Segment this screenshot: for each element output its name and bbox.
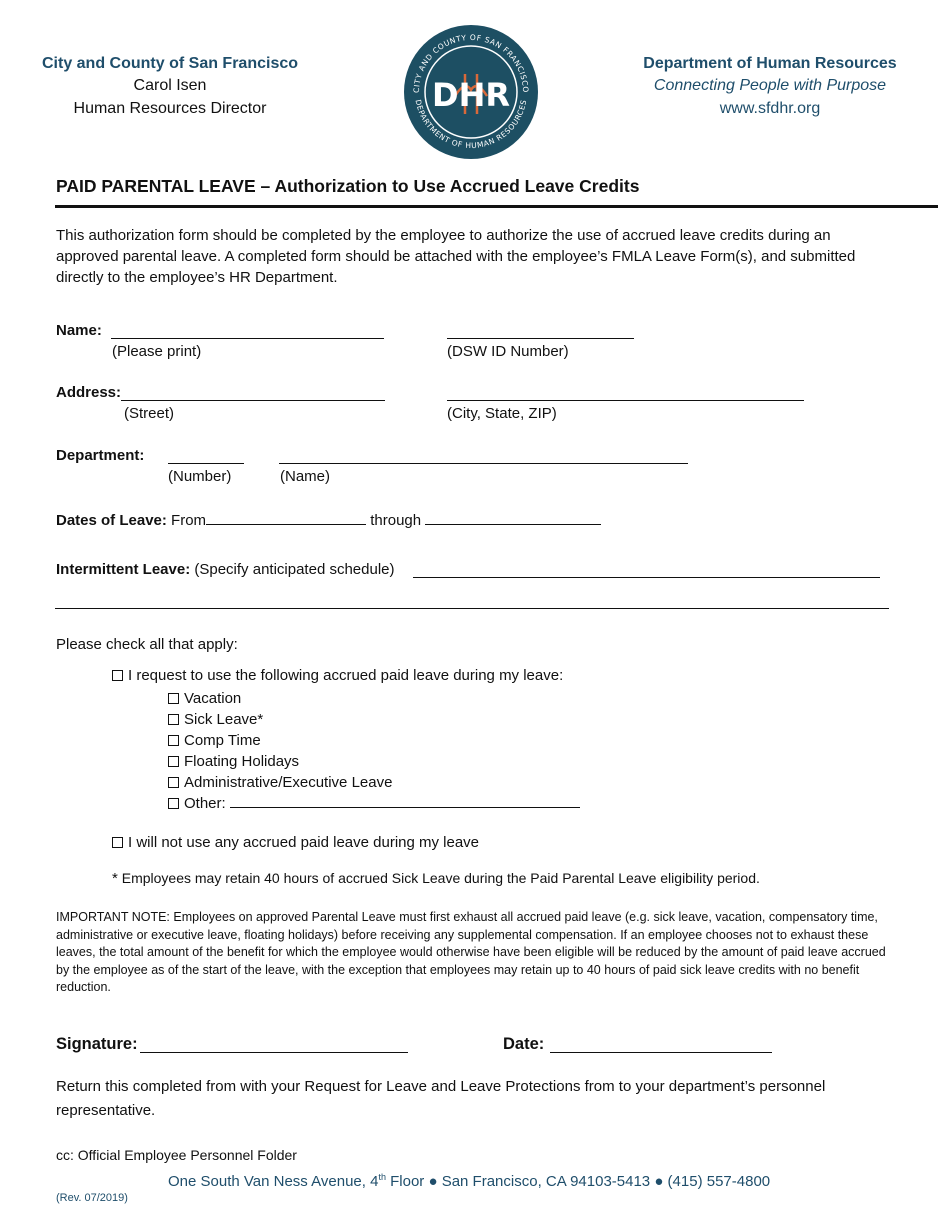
cc-line: cc: Official Employee Personnel Folder — [56, 1147, 297, 1163]
sick-leave-footnote — [112, 870, 760, 887]
name-field[interactable] — [111, 338, 384, 339]
dsw-id-field[interactable] — [447, 338, 634, 339]
intermittent-schedule-field[interactable] — [413, 577, 880, 578]
sick-leave-label: Sick Leave* — [184, 711, 264, 728]
signature-field[interactable] — [140, 1052, 408, 1053]
return-instructions: Return this completed from with your Request for Leave and Leave Protections from to your department’s personnel representative. — [56, 1078, 826, 1119]
other-label: Other: — [184, 795, 226, 812]
city-state-zip-field[interactable] — [447, 400, 804, 401]
floating-holidays-checkbox[interactable] — [168, 756, 179, 767]
intermittent-label: Intermittent Leave: — [56, 561, 191, 578]
leave-option-other[interactable] — [168, 793, 580, 814]
name-hint: (Please print) — [112, 343, 202, 360]
seal-ring-bottom: DEPARTMENT OF HUMAN RESOURCES — [413, 98, 529, 151]
leave-option-vacation[interactable] — [168, 688, 580, 709]
leave-option-floating[interactable] — [168, 751, 580, 772]
dhr-seal-logo — [403, 24, 539, 160]
form-title: PAID PARENTAL LEAVE – Authorization to Use Accrued Leave Credits — [56, 176, 640, 196]
dates-of-leave-row — [56, 510, 601, 529]
header-director-name: Carol Isen — [133, 77, 207, 94]
no-leave-checkbox[interactable] — [112, 837, 123, 848]
vacation-checkbox[interactable] — [168, 693, 179, 704]
no-leave-option[interactable] — [112, 834, 479, 851]
through-label: through — [370, 512, 422, 529]
leave-option-admin[interactable] — [168, 772, 580, 793]
admin-leave-label: Administrative/Executive Leave — [184, 774, 393, 791]
request-leave-checkbox[interactable] — [112, 670, 123, 681]
intermittent-row — [56, 561, 395, 578]
footnote-mark: * — [112, 870, 118, 887]
footer-address-pre: One South Van Ness Avenue, 4 — [168, 1173, 379, 1190]
dept-number-hint: (Number) — [168, 468, 232, 485]
through-date-field[interactable] — [425, 510, 601, 525]
name-label: Name: — [56, 322, 102, 339]
signature-date-field[interactable] — [550, 1052, 772, 1053]
dept-number-field[interactable] — [168, 463, 244, 464]
header-website[interactable]: www.sfdhr.org — [719, 100, 821, 117]
comp-time-checkbox[interactable] — [168, 735, 179, 746]
date-label: Date: — [503, 1035, 545, 1053]
from-label: From — [171, 512, 207, 529]
header-director-role: Human Resources Director — [73, 100, 267, 117]
seal-ring-top: CITY AND COUNTY OF SAN FRANCISCO — [411, 32, 531, 94]
intermittent-hint: (Specify anticipated schedule) — [194, 561, 395, 578]
leave-type-list — [168, 688, 580, 814]
floating-holidays-label: Floating Holidays — [184, 753, 300, 770]
revision-date: (Rev. 07/2019) — [56, 1192, 128, 1204]
leave-option-sick[interactable] — [168, 709, 580, 730]
other-field[interactable] — [230, 793, 580, 808]
leave-option-comp[interactable] — [168, 730, 580, 751]
title-rule — [55, 205, 938, 208]
seal-dhr-text: DHR — [432, 76, 510, 114]
intro-paragraph: This authorization form should be completed by the employee to authorize the use of accrued leave credits during an approved parental leave. A completed form should be attached with the employee’s FMLA Leave Form(s), and submitted directly to the employee’s HR Department. — [56, 227, 856, 286]
street-field[interactable] — [121, 400, 385, 401]
vacation-label: Vacation — [184, 690, 242, 707]
footer-address — [168, 1172, 770, 1190]
important-note: IMPORTANT NOTE: Employees on approved Parental Leave must first exhaust all accrued paid leave (e.g. sick leave, vacation, compensatory time, administrative or executive leave, floating holidays) before receiving any supplemental compensation. If an employee chooses not to exhaust these leaves, the total amount of the benefit for which the employee would otherwise have been eligible will be reduced by the amount of paid leave accrued by the employee as of the start of the leave, with the exception that employees may retain up to 40 hours of paid sick leave credits with no benefit reduction. — [56, 910, 886, 994]
city-hint: (City, State, ZIP) — [447, 405, 557, 422]
admin-leave-checkbox[interactable] — [168, 777, 179, 788]
footnote-text: Employees may retain 40 hours of accrued Sick Leave during the Paid Parental Leave eligibility period. — [121, 870, 760, 886]
footer-address-post: Floor ● San Francisco, CA 94103-5413 ● (415) 557-4800 — [385, 1173, 771, 1190]
other-checkbox[interactable] — [168, 798, 179, 809]
dept-name-field[interactable] — [279, 463, 688, 464]
sick-leave-checkbox[interactable] — [168, 714, 179, 725]
signature-label: Signature: — [56, 1035, 138, 1053]
request-leave-option[interactable] — [112, 667, 563, 684]
address-label: Address: — [56, 384, 122, 401]
dept-name-hint: (Name) — [280, 468, 331, 485]
dsw-hint: (DSW ID Number) — [447, 343, 569, 360]
department-label: Department: — [56, 447, 145, 464]
no-leave-label: I will not use any accrued paid leave during my leave — [128, 834, 480, 851]
check-prompt: Please check all that apply: — [56, 636, 238, 653]
street-hint: (Street) — [124, 405, 175, 422]
footer-address-sup: th — [378, 1172, 386, 1182]
dates-label: Dates of Leave: — [56, 512, 167, 529]
request-leave-label: I request to use the following accrued paid leave during my leave: — [128, 667, 564, 684]
header-org: City and County of San Francisco — [41, 55, 299, 72]
comp-time-label: Comp Time — [184, 732, 261, 749]
from-date-field[interactable] — [206, 510, 366, 525]
header-tagline: Connecting People with Purpose — [653, 77, 887, 94]
intermittent-schedule-field-line2[interactable] — [55, 608, 889, 609]
header-dept: Department of Human Resources — [643, 55, 897, 72]
